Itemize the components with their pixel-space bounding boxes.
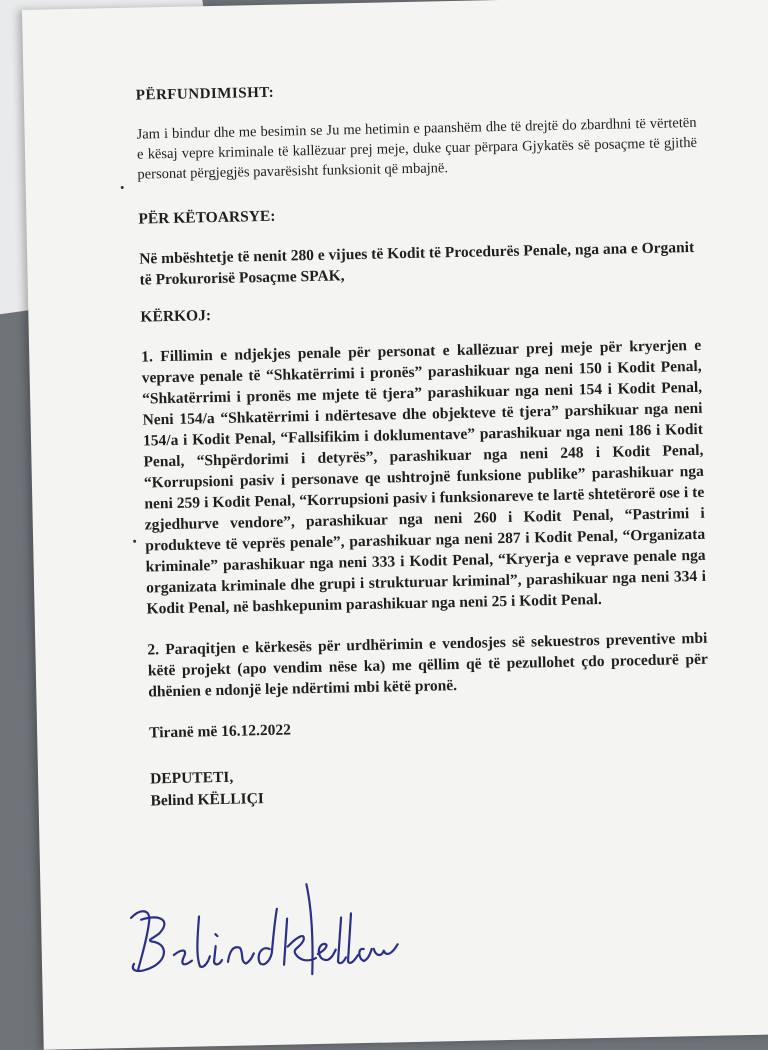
signer-name: Belind KËLLIÇI <box>150 790 265 810</box>
intro-paragraph: Jam i bindur dhe me besimin se Ju me hetimin e paanshëm dhe të drejtë do zbardhni të vërtetën e kësaj vepre kriminale të kallëzuar prej meje, duke çuar përpara Gjykatës së posaçme të gjithë personat përgjegjës pavarësisht funksionit që mbajnë. <box>136 114 698 183</box>
document-body <box>136 76 711 813</box>
request-item-1: 1. Fillimin e ndjekjes penale për personat e kallëzuar prej meje për kryerjen e veprave penale të “Shkatërrimi i pronës” parashikuar nga neni 150 i Kodit Penal, “Shkatërrimi i pronës me mjete të tjera” parashikuar nga neni 154 i Kodit Penal, Neni 154/a “Shkatërrimi i ndërtesave dhe objekteve të tjera” parshikuar nga neni 154/a i Kodit Penal, “Fallsifikim i doklumentave” parashikuar nga neni 186 i Kodit Penal, “Shpërdorimi i detyrës”, parashikuar nga neni 248 i Kodit Penal, “Korrupsioni pasiv i personave qe ushtrojnë funksione publike” parashikuar nga neni 259 i Kodit Penal, “Korrupsioni pasiv i funksionareve te lartë shtetërorë ose i te zgjedhurve vendore”, parashikuar nga neni 260 i Kodit Penal, “Pastrimi i produkteve të veprës penale”, parashikuar nga neni 287 i Kodit Penal, “Organizata kriminale” parashikuar nga neni 333 i Kodit Penal, “Kryerja e veprave penale nga organizata kriminale dhe grupi i strukturuar kriminal”, parashikuar nga neni 334 i Kodit Penal, në bashkepunim parashikuar nga neni 25 i Kodit Penal. <box>141 336 707 618</box>
reasons-heading: PËR KËTOARSYE: <box>138 207 276 228</box>
request-heading: KËRKOJ: <box>140 307 212 326</box>
conclusion-heading: PËRFUNDIMISHT: <box>135 84 275 104</box>
legal-basis-paragraph: Në mbështetje të nenit 280 e vijues të Kodit të Procedurës Penale, nga ana e Organit të Prokurorisë Posaçme SPAK, <box>139 238 695 289</box>
document-page <box>22 0 768 1050</box>
margin-dot <box>121 186 124 189</box>
request-item-2: 2. Paraqitjen e kërkesës për urdhërimin e vendosjes së sekuestros preventive mbi këtë projekt (apo vendim nëse ka) me qëllim që të pezullohet çdo procedurë për dhënien e ndonjë leje ndërtimi mbi këtë pronë. <box>147 629 708 701</box>
handwritten-signature <box>110 872 412 988</box>
margin-dot <box>133 540 136 543</box>
signer-title: DEPUTETI, <box>149 768 234 788</box>
place-date: Tiranë më 16.12.2022 <box>148 721 292 742</box>
